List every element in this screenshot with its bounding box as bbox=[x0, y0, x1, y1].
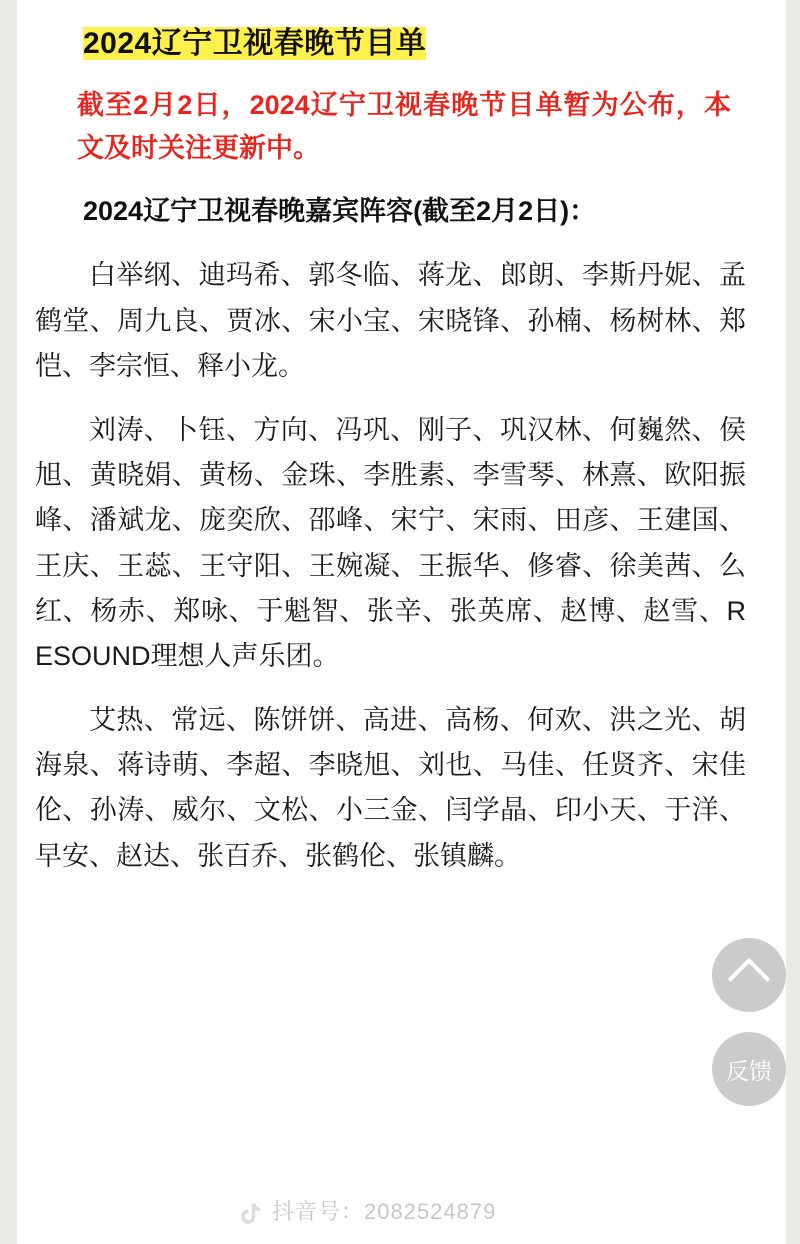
watermark-text: 抖音号：2082524879 bbox=[272, 1199, 497, 1224]
left-margin-strip bbox=[0, 0, 17, 1244]
page-title-wrapper bbox=[83, 22, 786, 66]
douyin-note-icon bbox=[238, 1200, 264, 1226]
page-title: 2024辽宁卫视春晚节目单 bbox=[83, 27, 427, 60]
document-content bbox=[17, 0, 786, 1244]
guest-paragraph-3: 艾热、常远、陈饼饼、高进、高杨、何欢、洪之光、胡海泉、蒋诗萌、李超、李晓旭、刘也、马佳、任贤齐、宋佳伦、孙涛、威尔、文松、小三金、闫学晶、印小天、于洋、早安、赵达、张百乔、张鹤伦、张镇麟。 bbox=[35, 704, 746, 871]
guest-paragraph-2: 刘涛、卜钰、方向、冯巩、刚子、巩汉林、何巍然、侯旭、黄晓娟、黄杨、金珠、李胜素、李雪琴、林熹、欧阳振峰、潘斌龙、庞奕欣、邵峰、宋宁、宋雨、田彦、王建国、王庆、王蕊、王守阳、王婉凝、王振华、修睿、徐美茜、么红、杨赤、郑咏、于魁智、张辛、张英席、赵博、赵雪、RESOUND理想人声乐团。 bbox=[35, 414, 746, 672]
feedback-label: 反馈 bbox=[726, 1057, 772, 1084]
guest-paragraph-1: 白举纲、迪玛希、郭冬临、蒋龙、郎朗、李斯丹妮、孟鹤堂、周九良、贾冰、宋小宝、宋晓锋、孙楠、杨树林、郑恺、李宗恒、释小龙。 bbox=[35, 260, 746, 382]
guest-lineup-subheading: 2024辽宁卫视春晚嘉宾阵容(截至2月2日)： bbox=[83, 195, 597, 226]
scroll-to-top-button[interactable] bbox=[712, 938, 786, 1012]
right-margin-strip bbox=[786, 0, 800, 1244]
feedback-button[interactable] bbox=[712, 1032, 786, 1106]
notice-text: 截至2月2日，2024辽宁卫视春晚节目单暂为公布，本文及时关注更新中。 bbox=[77, 89, 731, 164]
chevron-up-icon bbox=[728, 958, 770, 1000]
